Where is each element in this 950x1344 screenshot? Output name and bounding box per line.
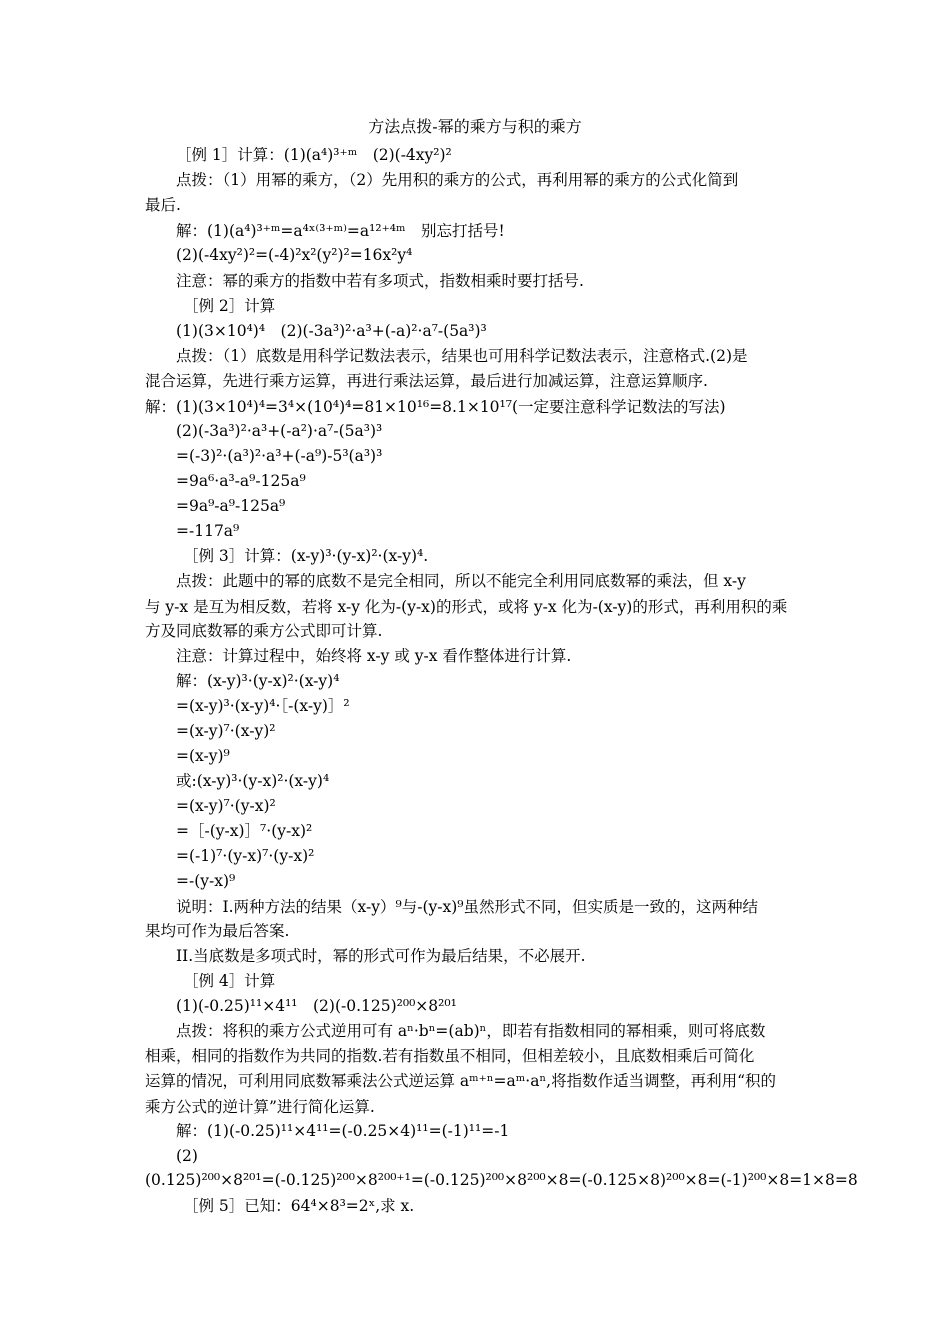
text-line: (1)(-0.25)¹¹×4¹¹ (2)(-0.125)²⁰⁰×8²⁰¹ <box>176 997 457 1015</box>
text-line: ［例 5］已知：64⁴×8³=2ˣ,求 x. <box>183 1197 415 1215</box>
text-line: =9a⁶·a³-a⁹-125a⁹ <box>176 472 306 490</box>
text-line: ［例 1］计算：(1)(a⁴)³⁺ᵐ (2)(-4xy²)² <box>176 146 452 164</box>
text-line: =(-3)²·(a³)²·a³+(-a⁹)-5³(a³)³ <box>176 447 383 465</box>
text-line: 点拨：将积的乘方公式逆用可有 aⁿ·bⁿ=(ab)ⁿ，即若有指数相同的幂相乘，则可将底数 <box>176 1022 766 1040</box>
text-line: 点拨：此题中的幂的底数不是完全相同，所以不能完全利用同底数幂的乘法，但 x-y <box>176 572 746 590</box>
text-line: =-(y-x)⁹ <box>176 872 236 890</box>
text-line: (2)(-3a³)²·a³+(-a²)·a⁷-(5a³)³ <box>176 422 383 440</box>
text-line: 相乘，相同的指数作为共同的指数.若有指数虽不相同，但相差较小，且底数相乘后可简化 <box>145 1047 755 1065</box>
text-line: 解：(1)(a⁴)³⁺ᵐ=a⁴ˣ⁽³⁺ᵐ⁾=a¹²⁺⁴ᵐ 别忘打括号! <box>176 222 505 240</box>
text-line: =(-1)⁷·(y-x)⁷·(y-x)² <box>176 847 315 865</box>
text-line: 与 y-x 是互为相反数，若将 x-y 化为-(y-x)的形式，或将 y-x 化为-(x-y)的形式，再利用积的乘 <box>145 598 788 616</box>
text-line: 混合运算，先进行乘方运算，再进行乘法运算，最后进行加减运算，注意运算顺序. <box>145 372 708 390</box>
text-line: =［-(y-x)］⁷·(y-x)² <box>176 822 313 840</box>
text-line: =9a⁹-a⁹-125a⁹ <box>176 497 286 515</box>
text-line: (1)(3×10⁴)⁴ (2)(-3a³)²·a³+(-a)²·a⁷-(5a³)³ <box>176 322 487 340</box>
text-line: 最后. <box>145 196 181 214</box>
text-line: (2) <box>176 1147 198 1165</box>
text-line: ［例 2］计算 <box>183 297 276 315</box>
text-line: 解：(1)(3×10⁴)⁴=3⁴×(10⁴)⁴=81×10¹⁶=8.1×10¹⁷(一定要注意科学记数法的写法) <box>145 398 726 416</box>
text-line: =(x-y)⁹ <box>176 747 230 765</box>
text-line: 点拨：（1）底数是用科学记数法表示，结果也可用科学记数法表示，注意格式.(2)是 <box>176 347 748 365</box>
text-line: 运算的情况，可利用同底数幂乘法公式逆运算 aᵐ⁺ⁿ=aᵐ·aⁿ,将指数作适当调整，再利用“积的 <box>145 1072 777 1090</box>
text-line: II.当底数是多项式时，幂的形式可作为最后结果，不必展开. <box>176 947 586 965</box>
text-line: =(x-y)⁷·(x-y)² <box>176 722 276 740</box>
text-line: 注意：幂的乘方的指数中若有多项式，指数相乘时要打括号. <box>176 272 584 290</box>
text-line: ［例 4］计算 <box>183 972 276 990</box>
page-title: 方法点拨-幂的乘方与积的乘方 <box>368 117 582 136</box>
text-line: 解：(1)(-0.25)¹¹×4¹¹=(-0.25×4)¹¹=(-1)¹¹=-1 <box>176 1122 510 1140</box>
text-line: 注意：计算过程中，始终将 x-y 或 y-x 看作整体进行计算. <box>176 647 572 665</box>
text-line: ［例 3］计算：(x-y)³·(y-x)²·(x-y)⁴. <box>183 547 429 565</box>
text-line: =(x-y)⁷·(y-x)² <box>176 797 276 815</box>
text-line: 方及同底数幂的乘方公式即可计算. <box>145 622 383 640</box>
text-line: (2)(-4xy²)²=(-4)²x²(y²)²=16x²y⁴ <box>176 246 413 264</box>
text-line: 果均可作为最后答案. <box>145 922 290 940</box>
text-line: 说明：I.两种方法的结果（x-y）⁹与-(y-x)⁹虽然形式不同，但实质是一致的，这两种结 <box>176 898 759 916</box>
text-line: =(x-y)³·(x-y)⁴·［-(x-y)］² <box>176 697 350 715</box>
text-line: (0.125)²⁰⁰×8²⁰¹=(-0.125)²⁰⁰×8²⁰⁰⁺¹=(-0.125)²⁰⁰×8²⁰⁰×8=(-0.125×8)²⁰⁰×8=(-1)²⁰⁰×8=1×8=8 <box>145 1171 858 1189</box>
text-line: 解：(x-y)³·(y-x)²·(x-y)⁴ <box>176 672 340 690</box>
text-line: 乘方公式的逆计算”进行简化运算. <box>145 1098 375 1116</box>
text-line: 或:(x-y)³·(y-x)²·(x-y)⁴ <box>176 772 330 790</box>
text-line: 点拨：（1）用幂的乘方，（2）先用积的乘方的公式，再利用幂的乘方的公式化简到 <box>176 171 739 189</box>
text-line: =-117a⁹ <box>176 522 240 540</box>
